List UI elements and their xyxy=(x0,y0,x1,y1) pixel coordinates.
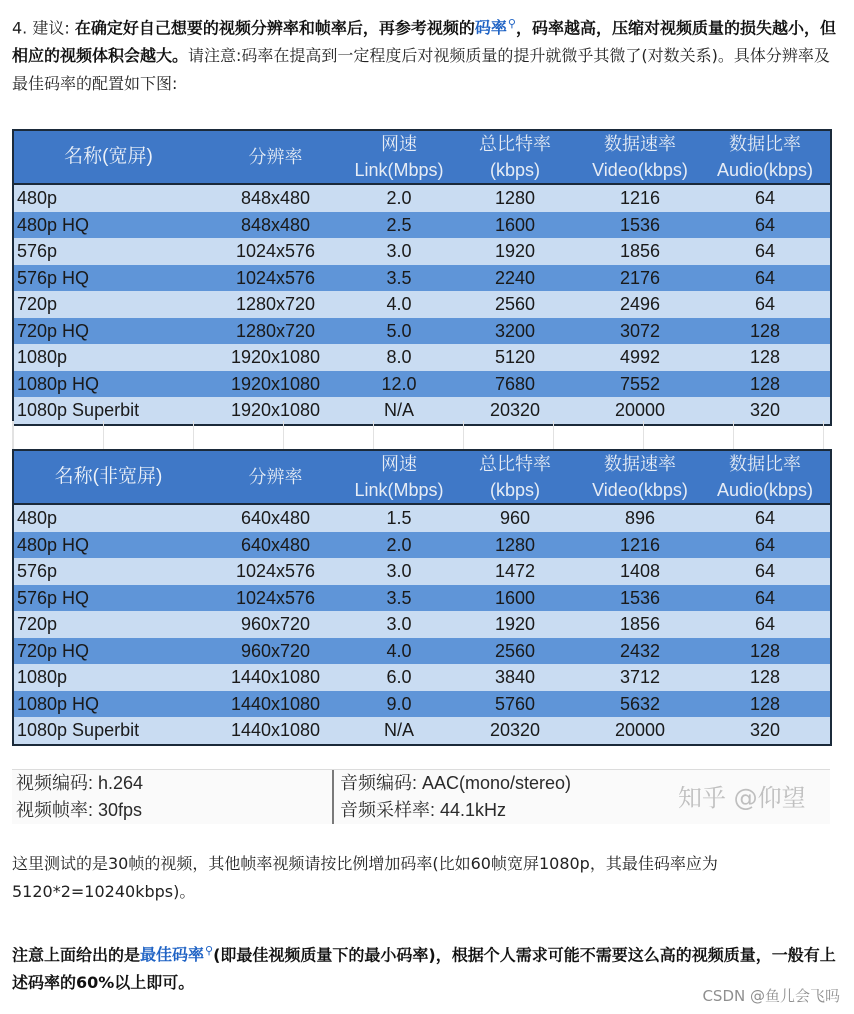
audio-codec: 音频编码: AAC(mono/stereo) xyxy=(340,773,572,793)
table-cell: 960x720 xyxy=(203,611,348,638)
table-cell: 64 xyxy=(700,291,831,318)
table-cell: 64 xyxy=(700,558,831,585)
table-cell: 1080p Superbit xyxy=(13,717,203,745)
table-row xyxy=(13,717,831,745)
table-cell: 3712 xyxy=(580,664,700,691)
table-cell: 64 xyxy=(700,504,831,532)
intro-note: 请注意:码率在提高到一定程度后对视频质量的提升就微乎其微了(对数关系)。具体分辨率及最佳码率的配置如下图: xyxy=(12,46,830,94)
table-cell: 128 xyxy=(700,318,831,345)
bitrate-keyword-link[interactable]: 码率⚲ xyxy=(474,17,516,38)
column-header: 分辨率 xyxy=(203,130,348,184)
table-cell: N/A xyxy=(348,397,450,425)
table-cell: N/A xyxy=(348,717,450,745)
table-cell: 1440x1080 xyxy=(203,691,348,718)
widescreen-table xyxy=(12,129,832,426)
table-cell: 1080p xyxy=(13,344,203,371)
table-cell: 64 xyxy=(700,265,831,292)
table-cell: 2.0 xyxy=(348,532,450,559)
table-row xyxy=(13,691,831,718)
table-cell: 128 xyxy=(700,664,831,691)
table-cell: 64 xyxy=(700,532,831,559)
table-cell: 3.0 xyxy=(348,558,450,585)
table-cell: 2176 xyxy=(580,265,700,292)
table-cell: 64 xyxy=(700,184,831,212)
table-row xyxy=(13,291,831,318)
table-cell: 4.0 xyxy=(348,291,450,318)
column-header: 总比特率 (kbps) xyxy=(450,130,580,184)
table-cell: 2496 xyxy=(580,291,700,318)
table-row xyxy=(13,265,831,292)
table-row xyxy=(13,532,831,559)
table-cell: 64 xyxy=(700,212,831,239)
table-cell: 320 xyxy=(700,717,831,745)
fps-note-paragraph: 这里测试的是30帧的视频，其他帧率视频请按比例增加码率(比如60帧宽屏1080p，其最佳码率应为5120*2=10240kbps)。 xyxy=(12,854,718,901)
column-header: 名称(非宽屏) xyxy=(13,450,203,504)
table-cell: 480p xyxy=(13,504,203,532)
table-row xyxy=(13,184,831,212)
table-cell: 8.0 xyxy=(348,344,450,371)
spacer-gridlines xyxy=(12,421,831,449)
table-cell: 2560 xyxy=(450,638,580,665)
table-cell: 1856 xyxy=(580,611,700,638)
image-watermark: 知乎 @仰望 xyxy=(678,784,806,812)
table-cell: 3840 xyxy=(450,664,580,691)
table-cell: 20000 xyxy=(580,717,700,745)
intro-bold-b: ，码率越高，压缩对视频质量的损失越小，但相应的视频体积会越大。 xyxy=(12,18,836,66)
search-icon: ⚲ xyxy=(205,944,214,957)
table-cell: 480p HQ xyxy=(13,532,203,559)
table-cell: 5120 xyxy=(450,344,580,371)
table-cell: 1920x1080 xyxy=(203,397,348,425)
table-cell: 128 xyxy=(700,691,831,718)
table-cell: 2.5 xyxy=(348,212,450,239)
table-cell: 576p xyxy=(13,238,203,265)
table-cell: 1920 xyxy=(450,611,580,638)
table-cell: 576p HQ xyxy=(13,265,203,292)
table-cell: 1216 xyxy=(580,532,700,559)
table-cell: 1920 xyxy=(450,238,580,265)
table-row xyxy=(13,212,831,239)
table-cell: 720p HQ xyxy=(13,638,203,665)
table-cell: 20000 xyxy=(580,397,700,425)
intro-paragraph xyxy=(12,10,838,98)
table-cell: 6.0 xyxy=(348,664,450,691)
table-cell: 4992 xyxy=(580,344,700,371)
table-cell: 2.0 xyxy=(348,184,450,212)
table-cell: 1024x576 xyxy=(203,265,348,292)
table-cell: 1536 xyxy=(580,212,700,239)
table-cell: 1080p HQ xyxy=(13,691,203,718)
column-header: 名称(宽屏) xyxy=(13,130,203,184)
table-cell: 1600 xyxy=(450,212,580,239)
table-cell: 1856 xyxy=(580,238,700,265)
table-cell: 1280 xyxy=(450,532,580,559)
table-cell: 3.0 xyxy=(348,611,450,638)
table-cell: 960x720 xyxy=(203,638,348,665)
table-row xyxy=(13,238,831,265)
table-cell: 7680 xyxy=(450,371,580,398)
table-cell: 4.0 xyxy=(348,638,450,665)
table-cell: 1920x1080 xyxy=(203,371,348,398)
table-cell: 1536 xyxy=(580,585,700,612)
table-cell: 64 xyxy=(700,585,831,612)
table-cell: 5632 xyxy=(580,691,700,718)
table-cell: 1408 xyxy=(580,558,700,585)
note-bold-a: 注意上面给出的是 xyxy=(12,945,141,965)
column-header: 数据速率 Video(kbps) xyxy=(580,450,700,504)
table-cell: 1600 xyxy=(450,585,580,612)
table-cell: 480p xyxy=(13,184,203,212)
table-header-row xyxy=(13,130,831,184)
table-cell: 848x480 xyxy=(203,212,348,239)
intro-number: 4. 建议: xyxy=(12,18,75,38)
column-header: 总比特率 (kbps) xyxy=(450,450,580,504)
column-header: 分辨率 xyxy=(203,450,348,504)
table-cell: 480p HQ xyxy=(13,212,203,239)
table-cell: 1024x576 xyxy=(203,238,348,265)
table-cell: 1080p HQ xyxy=(13,371,203,398)
table-cell: 3.0 xyxy=(348,238,450,265)
search-icon: ⚲ xyxy=(507,17,516,30)
table-cell: 9.0 xyxy=(348,691,450,718)
table-cell: 2240 xyxy=(450,265,580,292)
table-cell: 1024x576 xyxy=(203,558,348,585)
table-cell: 5.0 xyxy=(348,318,450,345)
video-fps: 视频帧率: 30fps xyxy=(16,800,143,820)
table-cell: 2560 xyxy=(450,291,580,318)
note-bold-b: (即最佳视频质量下的最小码率)，根据个人需求可能不需要这么高的视频质量，一般有上述码率的60%以上即可。 xyxy=(12,945,836,993)
table-cell: 576p xyxy=(13,558,203,585)
standard-table xyxy=(12,449,832,746)
table-cell: 960 xyxy=(450,504,580,532)
table-cell: 1024x576 xyxy=(203,585,348,612)
table-row xyxy=(13,638,831,665)
csdn-watermark: CSDN @鱼儿会飞吗 xyxy=(702,987,840,1005)
column-header: 数据比率 Audio(kbps) xyxy=(700,130,831,184)
table-cell: 720p HQ xyxy=(13,318,203,345)
column-header: 数据速率 Video(kbps) xyxy=(580,130,700,184)
table-cell: 3200 xyxy=(450,318,580,345)
table-cell: 1280x720 xyxy=(203,318,348,345)
table-cell: 720p xyxy=(13,291,203,318)
table-cell: 1280x720 xyxy=(203,291,348,318)
table-cell: 320 xyxy=(700,397,831,425)
column-header: 网速 Link(Mbps) xyxy=(348,130,450,184)
table-cell: 640x480 xyxy=(203,532,348,559)
table-cell: 1080p xyxy=(13,664,203,691)
table-cell: 1440x1080 xyxy=(203,664,348,691)
column-header: 数据比率 Audio(kbps) xyxy=(700,450,831,504)
table-cell: 3.5 xyxy=(348,265,450,292)
intro-bold-a: 在确定好自己想要的视频分辨率和帧率后，再参考视频的 xyxy=(74,18,475,38)
table-cell: 64 xyxy=(700,611,831,638)
table-cell: 640x480 xyxy=(203,504,348,532)
table-cell: 1080p Superbit xyxy=(13,397,203,425)
table-row xyxy=(13,344,831,371)
table-row xyxy=(13,318,831,345)
table-cell: 1440x1080 xyxy=(203,717,348,745)
table-row xyxy=(13,664,831,691)
table-cell: 896 xyxy=(580,504,700,532)
table-cell: 1472 xyxy=(450,558,580,585)
table-cell: 2432 xyxy=(580,638,700,665)
table-cell: 128 xyxy=(700,344,831,371)
table-cell: 1216 xyxy=(580,184,700,212)
table-cell: 576p HQ xyxy=(13,585,203,612)
table-row xyxy=(13,558,831,585)
table-cell: 128 xyxy=(700,638,831,665)
table-cell: 128 xyxy=(700,371,831,398)
table-cell: 7552 xyxy=(580,371,700,398)
table-row xyxy=(13,585,831,612)
table-cell: 720p xyxy=(13,611,203,638)
table-cell: 3.5 xyxy=(348,585,450,612)
audio-sample-rate: 音频采样率: 44.1kHz xyxy=(340,800,507,820)
table-cell: 1.5 xyxy=(348,504,450,532)
table-row xyxy=(13,504,831,532)
table-cell: 64 xyxy=(700,238,831,265)
table-cell: 12.0 xyxy=(348,371,450,398)
table-cell: 20320 xyxy=(450,717,580,745)
table-cell: 1920x1080 xyxy=(203,344,348,371)
table-header-row xyxy=(13,450,831,504)
video-codec: 视频编码: h.264 xyxy=(16,773,144,793)
bitrate-table-figure xyxy=(12,129,830,823)
column-header: 网速 Link(Mbps) xyxy=(348,450,450,504)
best-bitrate-keyword-link[interactable]: 最佳码率⚲ xyxy=(140,944,214,965)
table-cell: 20320 xyxy=(450,397,580,425)
table-cell: 848x480 xyxy=(203,184,348,212)
table-cell: 1280 xyxy=(450,184,580,212)
table-row xyxy=(13,371,831,398)
table-row xyxy=(13,611,831,638)
table-cell: 3072 xyxy=(580,318,700,345)
table-cell: 5760 xyxy=(450,691,580,718)
